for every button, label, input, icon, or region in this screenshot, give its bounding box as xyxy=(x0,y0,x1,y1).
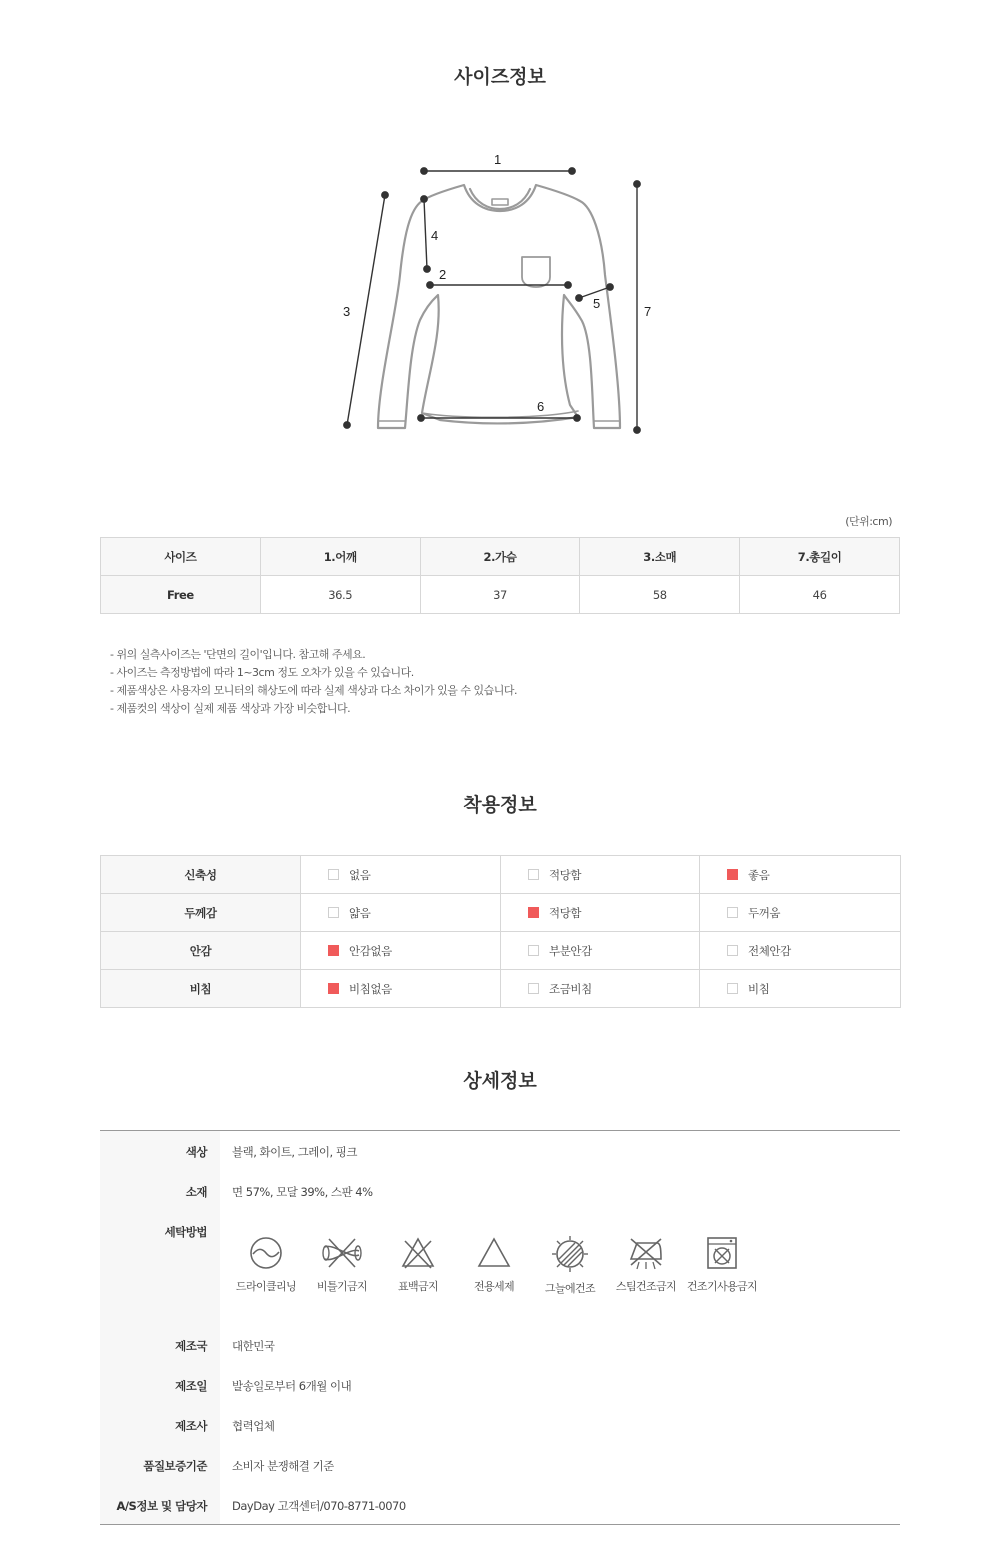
wash-item xyxy=(608,1235,684,1294)
wash-icons xyxy=(228,1235,788,1305)
wash-item xyxy=(304,1235,380,1294)
wear-option xyxy=(301,894,501,932)
checked-box-icon xyxy=(528,907,539,918)
size-notes xyxy=(110,646,517,718)
size-header-cell: 3.소매 xyxy=(580,538,740,576)
wear-option-label: 전체안감 xyxy=(748,943,791,958)
size-header-cell: 1.어깨 xyxy=(260,538,420,576)
wash-label: 비틀기금지 xyxy=(316,1280,368,1293)
garment-measurement-diagram xyxy=(330,145,670,445)
no-steam-dry-icon xyxy=(627,1235,665,1271)
table-row xyxy=(101,970,901,1008)
detergent-icon xyxy=(476,1235,512,1271)
note-line: - 제품색상은 사용자의 모니터의 해상도에 따라 실제 색상과 다소 차이가 있을 수 있습니다. xyxy=(110,684,517,697)
wear-option-label: 없음 xyxy=(349,867,371,882)
wear-info-title: 착용정보 xyxy=(463,794,537,816)
wear-option-label: 조금비침 xyxy=(549,981,592,996)
tshirt-outline xyxy=(378,185,620,428)
detail-value: 블랙, 화이트, 그레이, 핑크 xyxy=(232,1145,358,1159)
detail-key: 세탁방법 xyxy=(164,1225,207,1239)
dry-clean-icon xyxy=(248,1235,284,1271)
wear-option-label: 안감없음 xyxy=(349,943,392,958)
size-table-header-row xyxy=(101,538,900,576)
wear-option-label: 비침 xyxy=(748,981,770,996)
note-line: - 제품컷의 색상이 실제 제품 색상과 가장 비슷합니다. xyxy=(110,702,351,715)
no-dryer-icon xyxy=(704,1235,740,1271)
table-row xyxy=(101,894,901,932)
wash-label: 전용세제 xyxy=(473,1280,515,1293)
detail-value: 소비자 분쟁해결 기준 xyxy=(232,1459,334,1473)
size-table xyxy=(100,537,900,614)
wear-option xyxy=(301,932,501,970)
wash-label: 표백금지 xyxy=(397,1280,439,1293)
note-line: - 사이즈는 측정방법에 따라 1~3cm 정도 오차가 있을 수 있습니다. xyxy=(110,666,414,679)
wear-attribute-label: 안감 xyxy=(101,932,301,970)
wash-item xyxy=(228,1235,304,1294)
detail-info-table xyxy=(100,1130,900,1525)
wash-label: 그늘에건조 xyxy=(544,1282,596,1295)
wear-table xyxy=(100,855,901,1008)
checked-box-icon xyxy=(727,869,738,880)
size-value-cell: 58 xyxy=(580,576,740,614)
detail-key: A/S정보 및 담당자 xyxy=(116,1499,207,1513)
wash-item xyxy=(456,1235,532,1294)
wear-option-label: 적당함 xyxy=(549,867,582,882)
size-value-cell: 37 xyxy=(420,576,580,614)
wash-item xyxy=(380,1235,456,1294)
table-row xyxy=(101,856,901,894)
size-header-cell: 2.가슴 xyxy=(420,538,580,576)
wear-option-label: 부분안감 xyxy=(549,943,592,958)
detail-value: 협력업체 xyxy=(232,1419,275,1433)
checked-box-icon xyxy=(328,983,339,994)
wash-label: 드라이클리닝 xyxy=(235,1280,297,1293)
wear-option xyxy=(700,932,901,970)
detail-key: 색상 xyxy=(185,1145,207,1159)
detail-key: 제조국 xyxy=(175,1339,207,1353)
diagram-label-6: 6 xyxy=(537,399,545,414)
detail-value: 면 57%, 모달 39%, 스판 4% xyxy=(232,1185,373,1199)
unchecked-box-icon xyxy=(727,907,738,918)
size-header-cell: 사이즈 xyxy=(101,538,261,576)
detail-key: 제조사 xyxy=(175,1419,207,1433)
size-info-title: 사이즈정보 xyxy=(454,66,546,88)
unchecked-box-icon xyxy=(528,945,539,956)
no-bleach-icon xyxy=(400,1235,436,1271)
wear-option-label: 두꺼움 xyxy=(748,905,781,920)
unchecked-box-icon xyxy=(727,945,738,956)
detail-key: 제조일 xyxy=(175,1379,207,1393)
wear-option xyxy=(501,856,700,894)
wear-option-label: 얇음 xyxy=(349,905,371,920)
size-name-cell: Free xyxy=(101,576,261,614)
diagram-label-5: 5 xyxy=(593,296,601,311)
size-header-cell: 7.총길이 xyxy=(740,538,900,576)
wash-label: 건조기사용금지 xyxy=(686,1280,758,1293)
wash-item xyxy=(684,1235,760,1294)
wear-attribute-label: 신축성 xyxy=(101,856,301,894)
wear-attribute-label: 두께감 xyxy=(101,894,301,932)
no-wring-icon xyxy=(321,1235,363,1271)
diagram-label-1: 1 xyxy=(494,152,502,167)
detail-key: 소재 xyxy=(185,1185,207,1199)
diagram-label-7: 7 xyxy=(644,304,652,319)
wear-option xyxy=(301,856,501,894)
checked-box-icon xyxy=(328,945,339,956)
detail-value: DayDay 고객센터/070-8771-0070 xyxy=(232,1499,406,1513)
size-value-cell: 46 xyxy=(740,576,900,614)
wear-option xyxy=(700,970,901,1008)
unit-label: (단위:cm) xyxy=(845,515,892,528)
wear-option xyxy=(700,856,901,894)
detail-value: 발송일로부터 6개월 이내 xyxy=(232,1379,352,1393)
size-value-cell: 36.5 xyxy=(260,576,420,614)
detail-info-title: 상세정보 xyxy=(463,1070,537,1092)
unchecked-box-icon xyxy=(727,983,738,994)
unchecked-box-icon xyxy=(528,869,539,880)
diagram-label-4: 4 xyxy=(431,228,439,243)
diagram-label-2: 2 xyxy=(439,267,447,282)
unchecked-box-icon xyxy=(528,983,539,994)
diagram-label-3: 3 xyxy=(343,304,351,319)
wear-option-label: 적당함 xyxy=(549,905,582,920)
note-line: - 위의 실측사이즈는 '단면의 길이'입니다. 참고해 주세요. xyxy=(110,648,366,661)
table-row xyxy=(101,932,901,970)
wear-option xyxy=(501,932,700,970)
table-row xyxy=(101,576,900,614)
wear-option xyxy=(700,894,901,932)
wear-option xyxy=(501,970,700,1008)
unchecked-box-icon xyxy=(328,869,339,880)
wash-item xyxy=(532,1235,608,1296)
unchecked-box-icon xyxy=(328,907,339,918)
wear-option xyxy=(501,894,700,932)
shade-dry-icon xyxy=(551,1235,589,1273)
wear-attribute-label: 비침 xyxy=(101,970,301,1008)
detail-value: 대한민국 xyxy=(232,1339,275,1353)
wear-option-label: 비침없음 xyxy=(349,981,392,996)
wear-option xyxy=(301,970,501,1008)
wear-option-label: 좋음 xyxy=(748,867,770,882)
detail-key: 품질보증기준 xyxy=(143,1459,207,1473)
wash-label: 스팀건조금지 xyxy=(615,1280,677,1293)
